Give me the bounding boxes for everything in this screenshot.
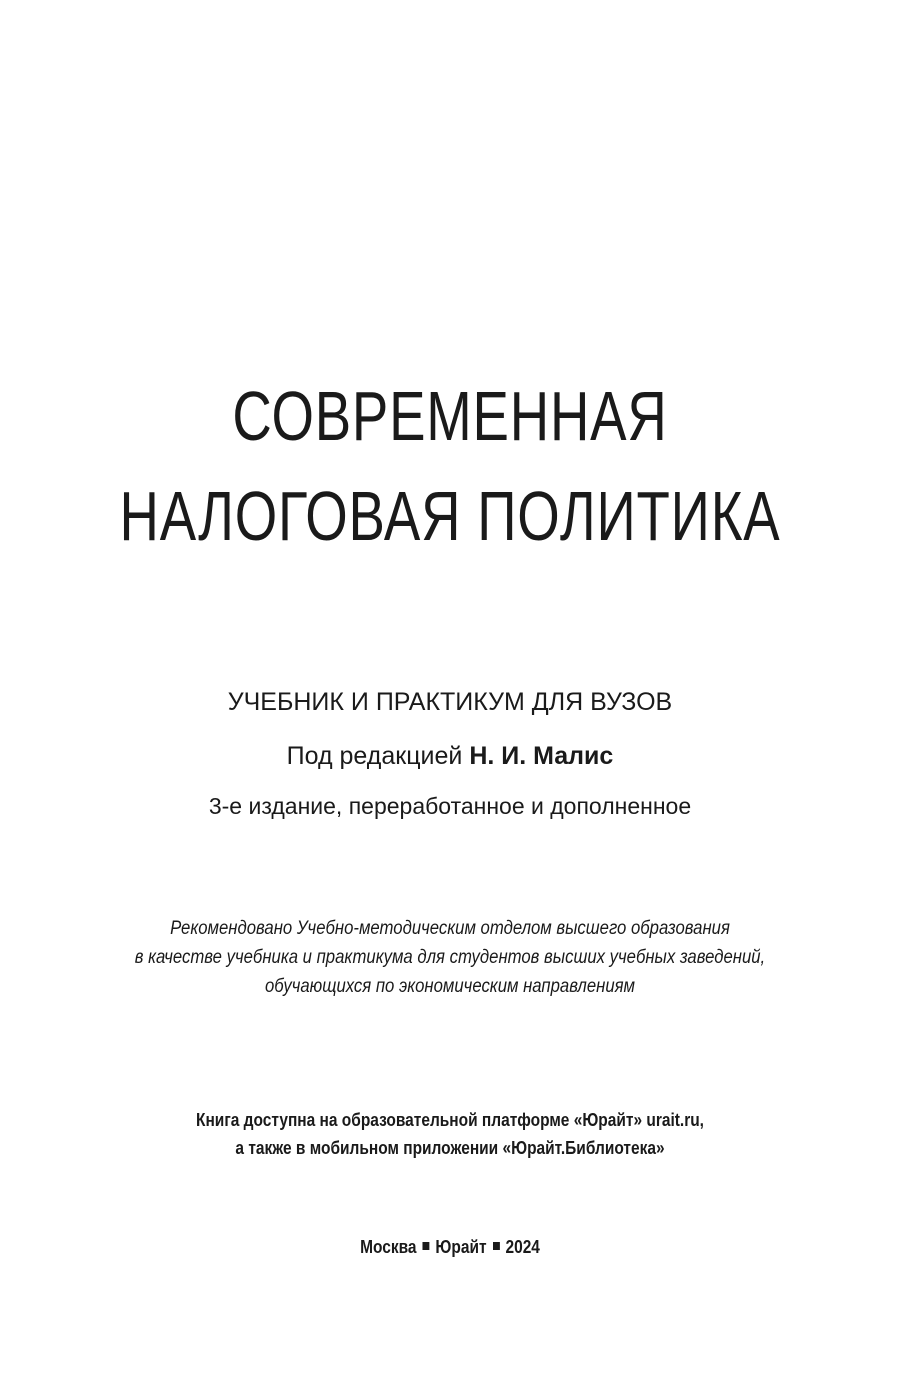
recommendation-line-2: в качестве учебника и практикума для студентов высших учебных заведений, [134,947,766,968]
imprint-year: 2024 [505,1237,540,1257]
separator-square-icon [423,1242,430,1250]
recommendation-line-3: обучающихся по экономическим направлениям [264,976,636,997]
imprint-publisher: Юрайт [435,1237,487,1257]
availability-line-1: Книга доступна на образовательной платформе «Юрайт» urait.ru, [196,1110,704,1130]
editor-name: Н. И. Малис [469,742,614,770]
book-title-line-1: СОВРЕМЕННАЯ [232,377,668,455]
separator-square-icon [493,1242,500,1250]
imprint-city: Москва [360,1237,417,1257]
book-subtitle: УЧЕБНИК И ПРАКТИКУМ ДЛЯ ВУЗОВ [227,688,673,716]
editor-prefix: Под редакцией [286,742,463,770]
editor-line [0,740,900,772]
imprint-line [63,1233,837,1261]
availability-line-2: а также в мобильном приложении «Юрайт.Библиотека» [235,1138,665,1158]
book-title-line-2: НАЛОГОВАЯ ПОЛИТИКА [119,477,781,555]
edition-note: 3-е издание, переработанное и дополненное [208,793,692,819]
recommendation-line-1: Рекомендовано Учебно-методическим отделом высшего образования [170,918,730,939]
